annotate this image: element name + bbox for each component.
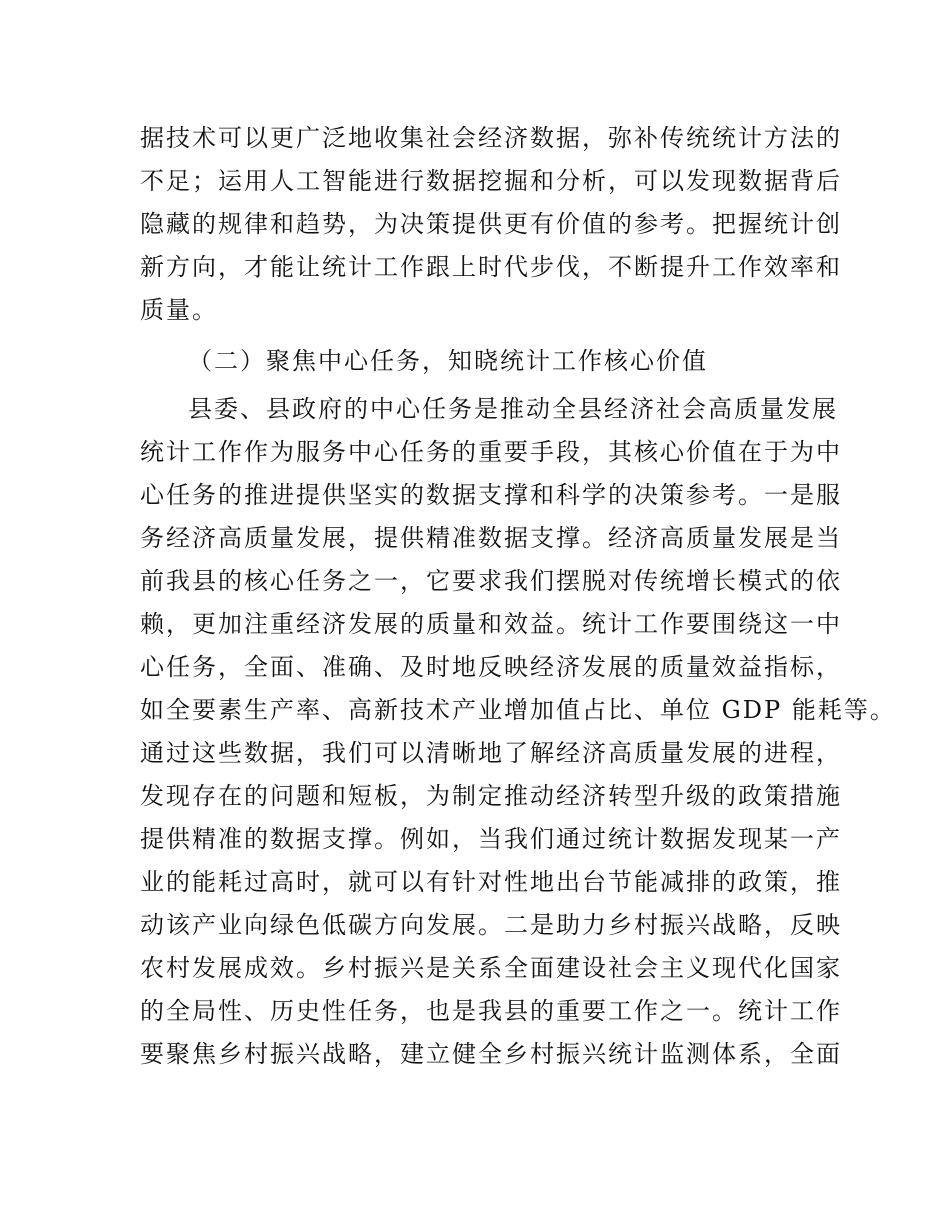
paragraph-line: 赖，更加注重经济发展的质量和效益。统计工作要围绕这一中 xyxy=(140,610,842,638)
paragraph-line: 的全局性、历史性任务，也是我县的重要工作之一。统计工作 xyxy=(140,997,842,1025)
paragraph-line: 隐藏的规律和趋势，为决策提供更有价值的参考。把握统计创 xyxy=(140,210,842,238)
paragraph-line: 通过这些数据，我们可以清晰地了解经济高质量发展的进程， xyxy=(140,739,842,767)
paragraph-line: 提供精准的数据支撑。例如，当我们通过统计数据发现某一产 xyxy=(140,825,842,853)
paragraph-line: 务经济高质量发展，提供精准数据支撑。经济高质量发展是当 xyxy=(140,524,842,552)
paragraph-line: 前我县的核心任务之一，它要求我们摆脱对传统增长模式的依 xyxy=(140,567,842,595)
paragraph-line: 要聚焦乡村振兴战略，建立健全乡村振兴统计监测体系，全面 xyxy=(140,1040,842,1068)
paragraph-line: 发现存在的问题和短板，为制定推动经济转型升级的政策措施 xyxy=(140,782,842,810)
paragraph-line: 新方向，才能让统计工作跟上时代步伐，不断提升工作效率和 xyxy=(140,253,842,281)
body-text xyxy=(140,117,896,1076)
paragraph-line: 业的能耗过高时，就可以有针对性地出台节能减排的政策，推 xyxy=(140,868,842,896)
paragraph-line: 县委、县政府的中心任务是推动全县经济社会高质量发展 xyxy=(188,395,838,423)
paragraph-line: 动该产业向绿色低碳方向发展。二是助力乡村振兴战略，反映 xyxy=(140,911,842,939)
section-heading: （二）聚焦中心任务，知晓统计工作核心价值 xyxy=(188,347,708,375)
paragraph-line: 心任务，全面、准确、及时地反映经济发展的质量效益指标， xyxy=(140,653,842,681)
paragraph-line: 农村发展成效。乡村振兴是关系全面建设社会主义现代化国家 xyxy=(140,954,842,982)
paragraph-line: 如全要素生产率、高新技术产业增加值占比、单位 GDP 能耗等。 xyxy=(140,696,896,724)
paragraph-line: 质量。 xyxy=(140,296,218,324)
paragraph-line: 统计工作作为服务中心任务的重要手段，其核心价值在于为中 xyxy=(140,438,842,466)
paragraph-line: 不足；运用人工智能进行数据挖掘和分析，可以发现数据背后 xyxy=(140,167,842,195)
paragraph-line: 据技术可以更广泛地收集社会经济数据，弥补传统统计方法的 xyxy=(140,124,842,152)
paragraph-line: 心任务的推进提供坚实的数据支撑和科学的决策参考。一是服 xyxy=(140,481,842,509)
